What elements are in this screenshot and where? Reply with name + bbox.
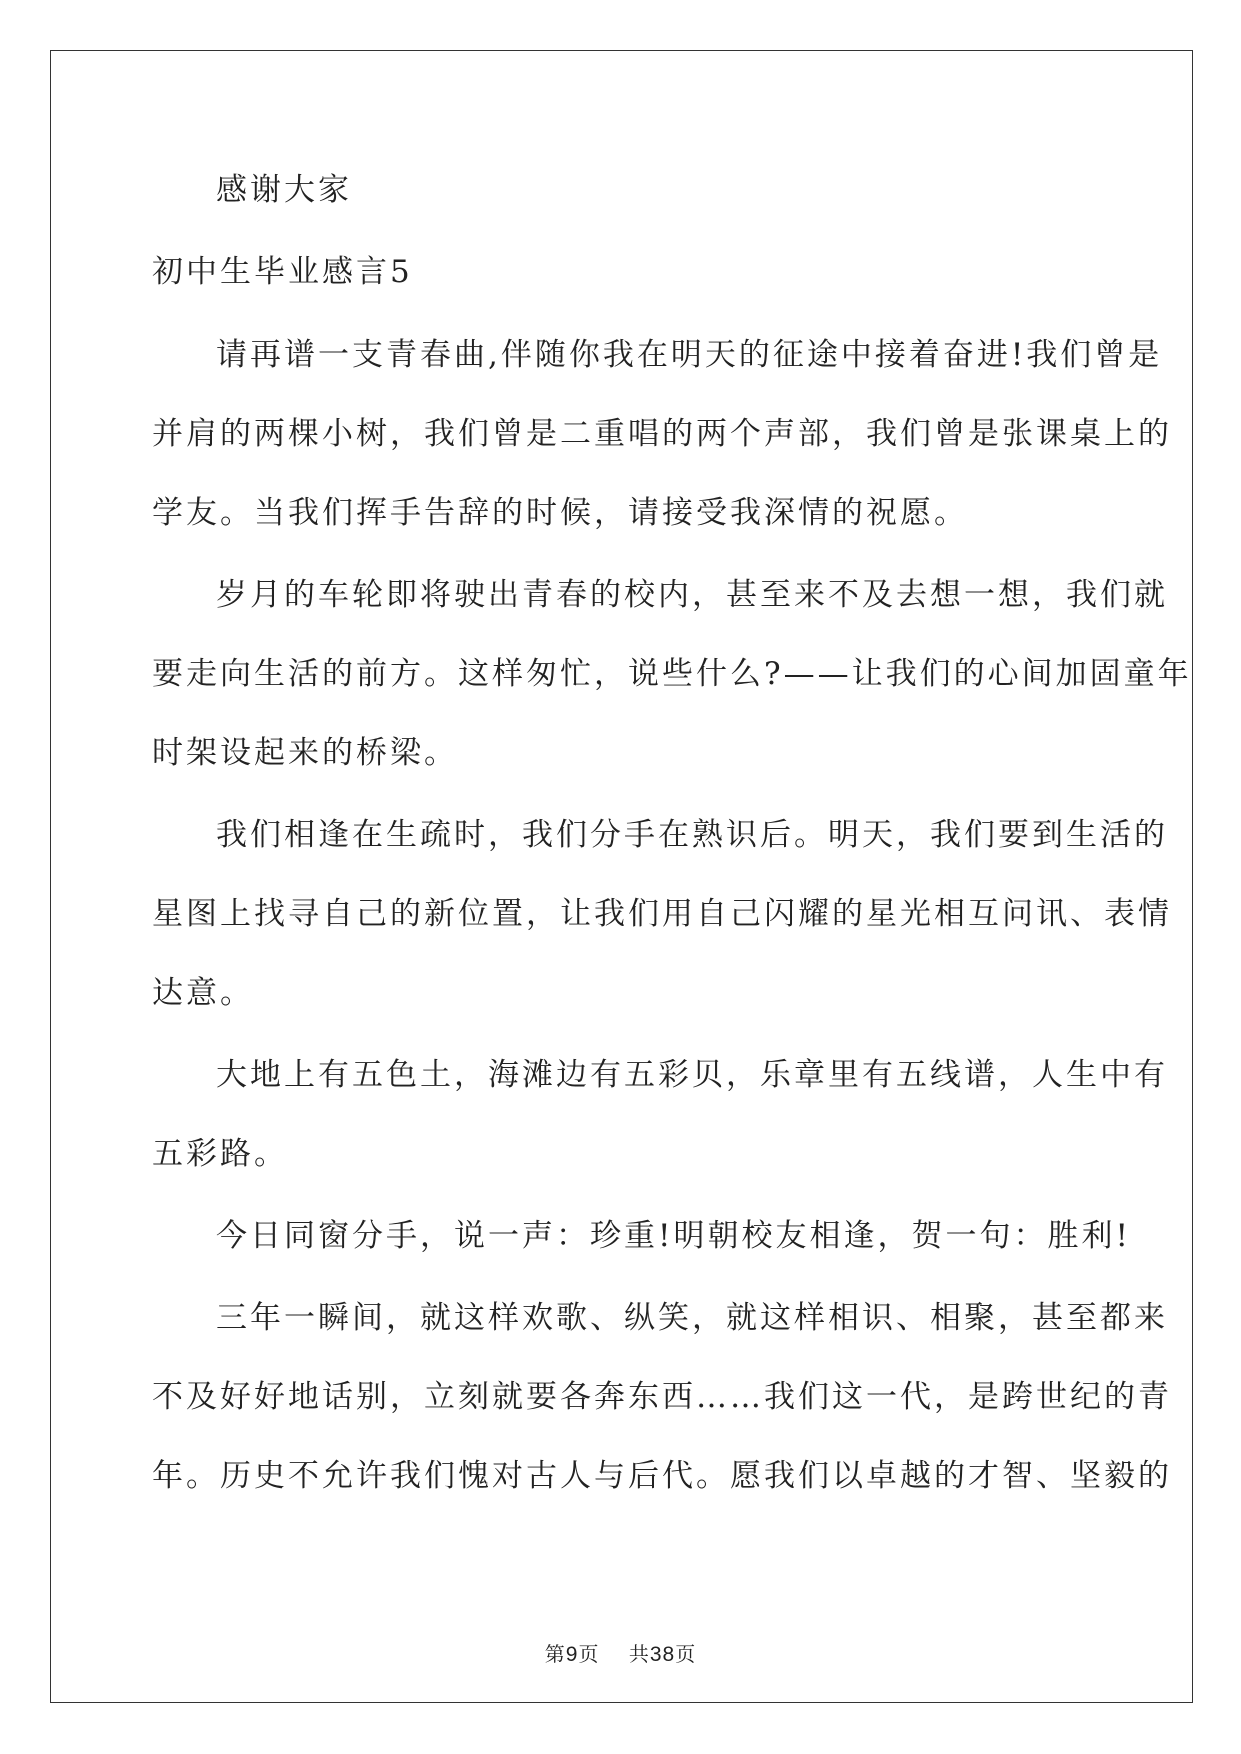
page-number: 9 <box>565 1643 579 1666</box>
page-footer <box>0 1638 1241 1667</box>
paragraph-line: 达意。 <box>152 975 254 1011</box>
paragraph-line: 大地上有五色土，海滩边有五彩贝，乐章里有五线谱，人生中有 <box>216 1057 1168 1093</box>
paragraph-line: 岁月的车轮即将驶出青春的校内，甚至来不及去想一想，我们就 <box>216 577 1168 613</box>
total-pages: 38 <box>649 1643 676 1666</box>
paragraph-line: 学友。当我们挥手告辞的时候，请接受我深情的祝愿。 <box>152 495 968 531</box>
total-suffix: 页 <box>675 1642 697 1666</box>
paragraph-line: 星图上找寻自己的新位置，让我们用自己闪耀的星光相互问讯、表情 <box>152 896 1172 932</box>
paragraph-line: 要走向生活的前方。这样匆忙，说些什么?——让我们的心间加固童年 <box>152 656 1192 692</box>
page-border <box>50 50 1193 1703</box>
closing-line: 感谢大家 <box>216 172 352 208</box>
paragraph-line: 并肩的两棵小树，我们曾是二重唱的两个声部，我们曾是张课桌上的 <box>152 416 1172 452</box>
paragraph-line: 今日同窗分手，说一声：珍重!明朝校友相逢，贺一句：胜利! <box>216 1218 1131 1254</box>
paragraph-line: 五彩路。 <box>152 1136 288 1172</box>
page-suffix: 页 <box>578 1642 600 1666</box>
paragraph-line: 请再谱一支青春曲,伴随你我在明天的征途中接着奋进!我们曾是 <box>216 337 1163 373</box>
page-prefix: 第 <box>544 1642 566 1666</box>
total-prefix: 共 <box>628 1642 650 1666</box>
paragraph-line: 时架设起来的桥梁。 <box>152 735 458 771</box>
paragraph-line: 三年一瞬间，就这样欢歌、纵笑，就这样相识、相聚，甚至都来 <box>216 1300 1168 1336</box>
paragraph-line: 我们相逢在生疏时，我们分手在熟识后。明天，我们要到生活的 <box>216 817 1168 853</box>
paragraph-line: 年。历史不允许我们愧对古人与后代。愿我们以卓越的才智、坚毅的 <box>152 1458 1172 1494</box>
section-heading: 初中生毕业感言5 <box>152 254 413 290</box>
paragraph-line: 不及好好地话别，立刻就要各奔东西……我们这一代，是跨世纪的青 <box>152 1379 1172 1415</box>
